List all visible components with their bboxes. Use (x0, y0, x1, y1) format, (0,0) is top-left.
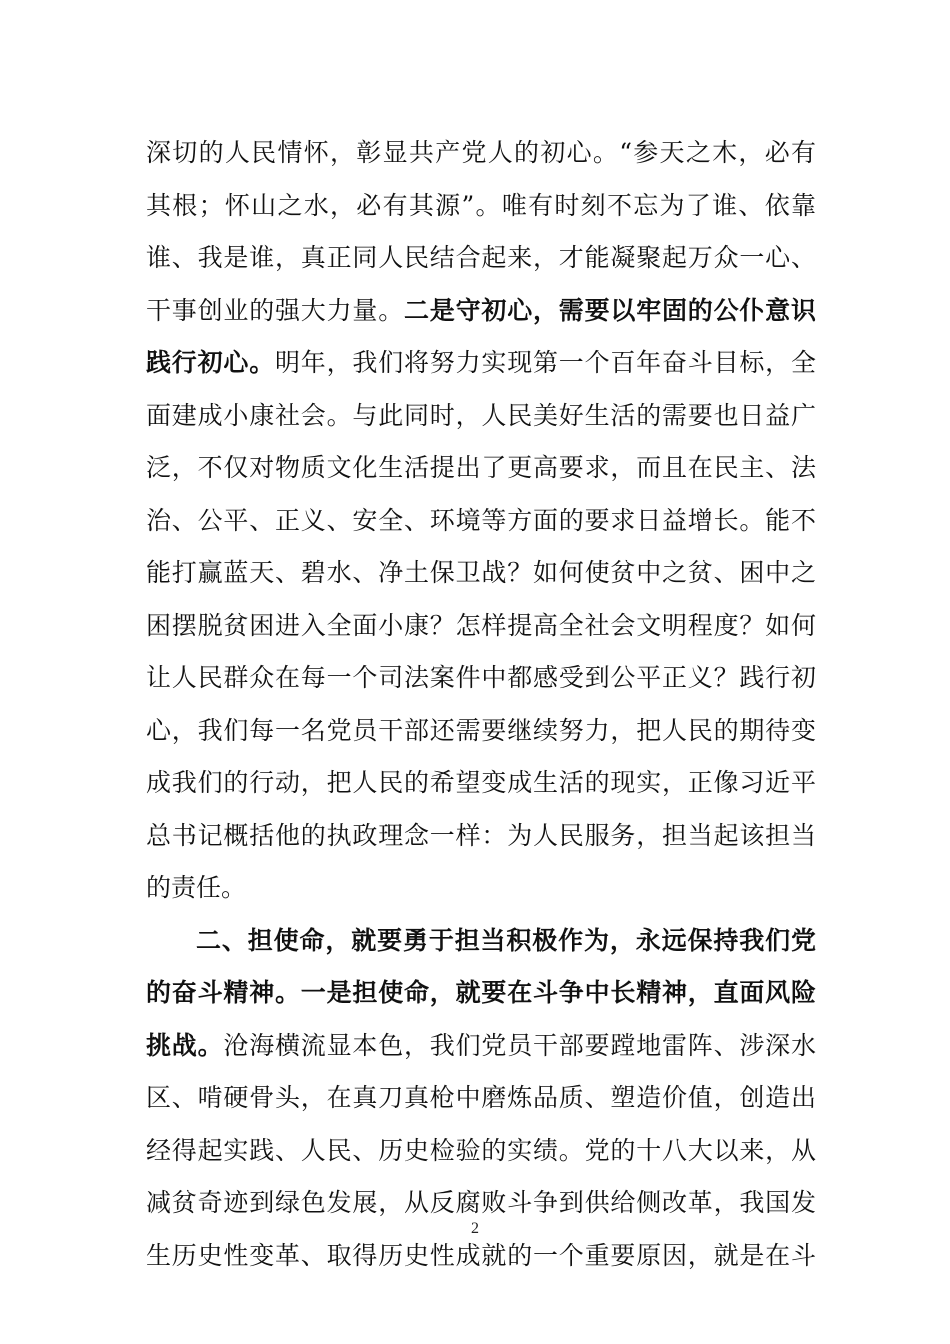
text-line (146, 1026, 816, 1066)
bold-text-segment: 挑战。 (146, 1031, 224, 1060)
text-line (146, 238, 816, 278)
text-segment: 困摆脱贫困进入全面小康？怎样提高全社会文明程度？如何 (146, 611, 816, 640)
text-line (146, 396, 816, 436)
text-segment: 区、啃硬骨头，在真刀真枪中磨炼品质、塑造价值，创造出 (146, 1083, 816, 1112)
text-line (146, 291, 816, 331)
text-segment: 生历史性变革、取得历史性成就的一个重要原因，就是在斗 (146, 1241, 816, 1270)
text-line (146, 553, 816, 593)
text-line (146, 816, 816, 856)
text-segment: 泛，不仅对物质文化生活提出了更高要求，而且在民主、法 (146, 453, 816, 482)
text-segment: 成我们的行动，把人民的希望变成生活的现实，正像习近平 (146, 768, 816, 797)
text-segment: 的责任。 (146, 873, 247, 902)
text-line (146, 973, 816, 1013)
text-line (146, 1078, 816, 1118)
text-line (146, 1131, 816, 1171)
text-line (146, 1236, 816, 1276)
text-segment: 面建成小康社会。与此同时，人民美好生活的需要也日益广 (146, 401, 816, 430)
bold-text-segment: 二是守初心，需要以牢固的公仆意识 (404, 296, 816, 325)
text-segment: 深切的人民情怀，彰显共产党人的初心。“参天之木，必有 (146, 138, 816, 167)
text-segment: 其根；怀山之水，必有其源”。唯有时刻不忘为了谁、依靠 (146, 191, 816, 220)
bold-text-segment: 的奋斗精神。一是担使命，就要在斗争中长精神，直面风险 (146, 978, 816, 1007)
bold-text-segment: 践行初心。 (146, 348, 275, 377)
text-segment: 经得起实践、人民、历史检验的实绩。党的十八大以来，从 (146, 1136, 816, 1165)
page-number: 2 (471, 1220, 479, 1237)
text-line (146, 658, 816, 698)
text-line (146, 501, 816, 541)
text-segment: 心，我们每一名党员干部还需要继续努力，把人民的期待变 (146, 716, 816, 745)
text-segment: 沧海横流显本色，我们党员干部要蹚地雷阵、涉深水 (223, 1031, 816, 1060)
text-line (146, 448, 816, 488)
bold-text-segment: 二、担使命，就要勇于担当积极作为，永远保持我们党 (196, 926, 816, 955)
text-segment: 总书记概括他的执政理念一样：为人民服务，担当起该担当 (146, 821, 816, 850)
text-segment: 能打赢蓝天、碧水、净土保卫战？如何使贫中之贫、困中之 (146, 558, 816, 587)
text-segment: 治、公平、正义、安全、环境等方面的要求日益增长。能不 (146, 506, 816, 535)
text-line (146, 186, 816, 226)
text-segment: 让人民群众在每一个司法案件中都感受到公平正义？践行初 (146, 663, 816, 692)
text-line (146, 1183, 816, 1223)
text-line (146, 711, 816, 751)
text-line (196, 921, 816, 961)
text-segment: 明年，我们将努力实现第一个百年奋斗目标，全 (275, 348, 816, 377)
text-segment: 谁、我是谁，真正同人民结合起来，才能凝聚起万众一心、 (146, 243, 816, 272)
text-line (146, 343, 816, 383)
text-segment: 减贫奇迹到绿色发展，从反腐败斗争到供给侧改革，我国发 (146, 1188, 816, 1217)
text-line (146, 868, 816, 908)
text-segment: 干事创业的强大力量。 (146, 296, 404, 325)
text-line (146, 763, 816, 803)
text-line (146, 606, 816, 646)
text-line (146, 133, 816, 173)
